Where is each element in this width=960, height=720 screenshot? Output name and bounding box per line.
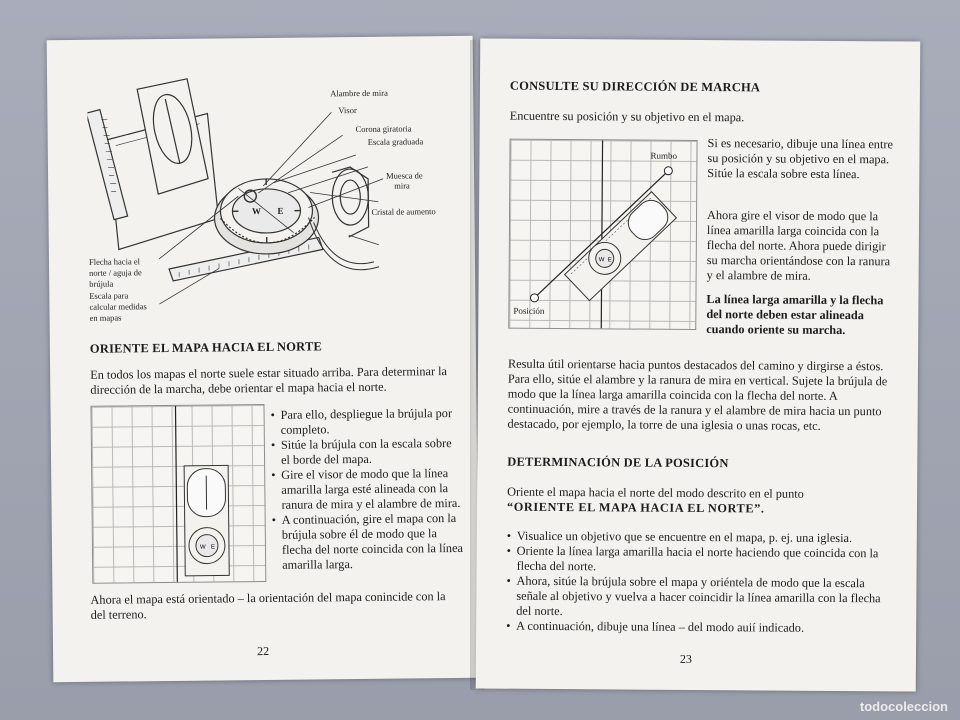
compass-e-letter: E — [277, 205, 284, 216]
posicion-label: Posición — [513, 305, 545, 316]
position-bullet-list — [506, 529, 899, 637]
watermark: todocoleccion — [859, 699, 948, 714]
position-intro: Oriente el mapa hacia el norte del modo descrito en el punto — [507, 484, 804, 501]
compass-on-map-illustration — [91, 405, 265, 583]
bullet-item: • A continuación, dibuje una línea – del modo auií indicado. — [506, 619, 898, 637]
bullet-item: • Oriente la línea larga amarilla hacia el norte haciendo que coincida con la flecha del norte. — [507, 544, 899, 577]
map-grid-diagram-left — [90, 404, 266, 584]
label-flecha-1: Flecha hacia el — [88, 256, 141, 267]
landmark-paragraph: Resulta útil orientarse hacia puntos destacados del camino y dirgirse a éstos. Para ello, sitúe el alambre y la ranura de mira en vertical. Sujete la brújula de modo que la línea larga amarilla coincida con la flecha del norte. A continuación, mire a través de la ranura y el alambre de mira hacia un punto destacado, por ejemplo, la torre de una iglesia o unas rocas, etc. — [507, 356, 888, 433]
label-escala-3: en mapas — [89, 312, 122, 323]
mini-e-letter: E — [210, 544, 216, 551]
bullet-item: • Visualice un objetivo que se encuentre en el mapa, p. ej. una iglesia. — [507, 529, 899, 547]
label-cristal: Cristal de aumento — [371, 206, 436, 217]
right-page — [476, 38, 921, 691]
section-heading-position: DETERMINACIÓN DE LA POSICIÓN — [507, 454, 729, 471]
section-heading-orient: ORIENTE EL MAPA HACIA EL NORTE — [89, 339, 323, 356]
direction-side-text-1: Si es necesario, dibuje una línea entre su posición y su objetivo en el mapa. Sitúe la escala sobre esta línea. — [707, 136, 894, 182]
direction-intro: Encuentre su posición y su objetivo en el mapa. — [509, 108, 745, 125]
page-number-left: 22 — [256, 643, 270, 659]
section-heading-direction: CONSULTE SU DIRECCIÓN DE MARCHA — [509, 78, 761, 95]
intro-paragraph: En todos los mapas el norte suele estar situado arriba. Para determinar la dirección de la marcha, debe orientar el mapa hacia el norte. — [90, 364, 448, 397]
label-escala-1: Escala para — [89, 290, 129, 301]
label-escala-2: calcular medidas — [89, 301, 147, 312]
bullet-item: • Ahora, sitúe la brújula sobre el mapa y oriéntela de modo que la escala señale al objetivo y vuelva a hacer coincidir la línea amarilla con la flecha del norte. — [506, 574, 898, 622]
page-number-right: 23 — [679, 651, 692, 666]
map-grid-diagram-right — [508, 139, 697, 330]
bearing-diagram — [509, 140, 696, 329]
label-escala-graduada: Escala graduada — [367, 136, 424, 147]
label-alambre: Alambre de mira — [330, 87, 388, 99]
label-muesca-2: mira — [394, 180, 410, 191]
bullet-item: • Para ello, despliegue la brújula por completo. — [271, 406, 463, 438]
rumbo-label: Rumbo — [650, 150, 678, 161]
bullet-item: • Sitúe la brújula con la escala sobre el borde del mapa. — [271, 436, 463, 468]
mini-w-letter: W — [598, 257, 605, 264]
label-flecha-3: brújula — [89, 278, 114, 289]
mini-w-letter: W — [199, 544, 206, 551]
bullet-item: • A continuación, gire el mapa con la brújula sobre él de modo que la flecha del norte coincida con la línea amarilla larga. — [272, 511, 465, 573]
left-page — [47, 36, 480, 682]
closing-paragraph: Ahora el mapa está orientado – la orientación del mapa conincide con la del terreno. — [90, 589, 446, 622]
label-flecha-2: norte / aguja de — [89, 267, 142, 278]
direction-side-bold: La línea larga amarilla y la flecha del norte deben estar alineada cuando oriente su marcha. — [706, 292, 884, 338]
position-intro-bold: “ORIENTE EL MAPA HACIA EL NORTE”. — [506, 499, 765, 516]
label-corona: Corona giratoria — [355, 123, 412, 135]
compass-w-letter: W — [251, 206, 262, 217]
direction-side-text-2: Ahora gire el visor de modo que la línea amarilla larga coincida con la flecha del norte. Ahora puede dirigir su marcha orientándose con la ranura y el alambre de mira. — [706, 208, 891, 283]
mini-e-letter: E — [607, 257, 612, 264]
label-visor: Visor — [338, 105, 357, 116]
bullet-item: • Gire el visor de modo que la línea amarilla larga esté alineada con la ranura de mira y el alambre de mira. — [271, 466, 463, 513]
orient-bullet-list — [271, 406, 465, 573]
label-muesca-1: Muesca de — [386, 170, 423, 181]
